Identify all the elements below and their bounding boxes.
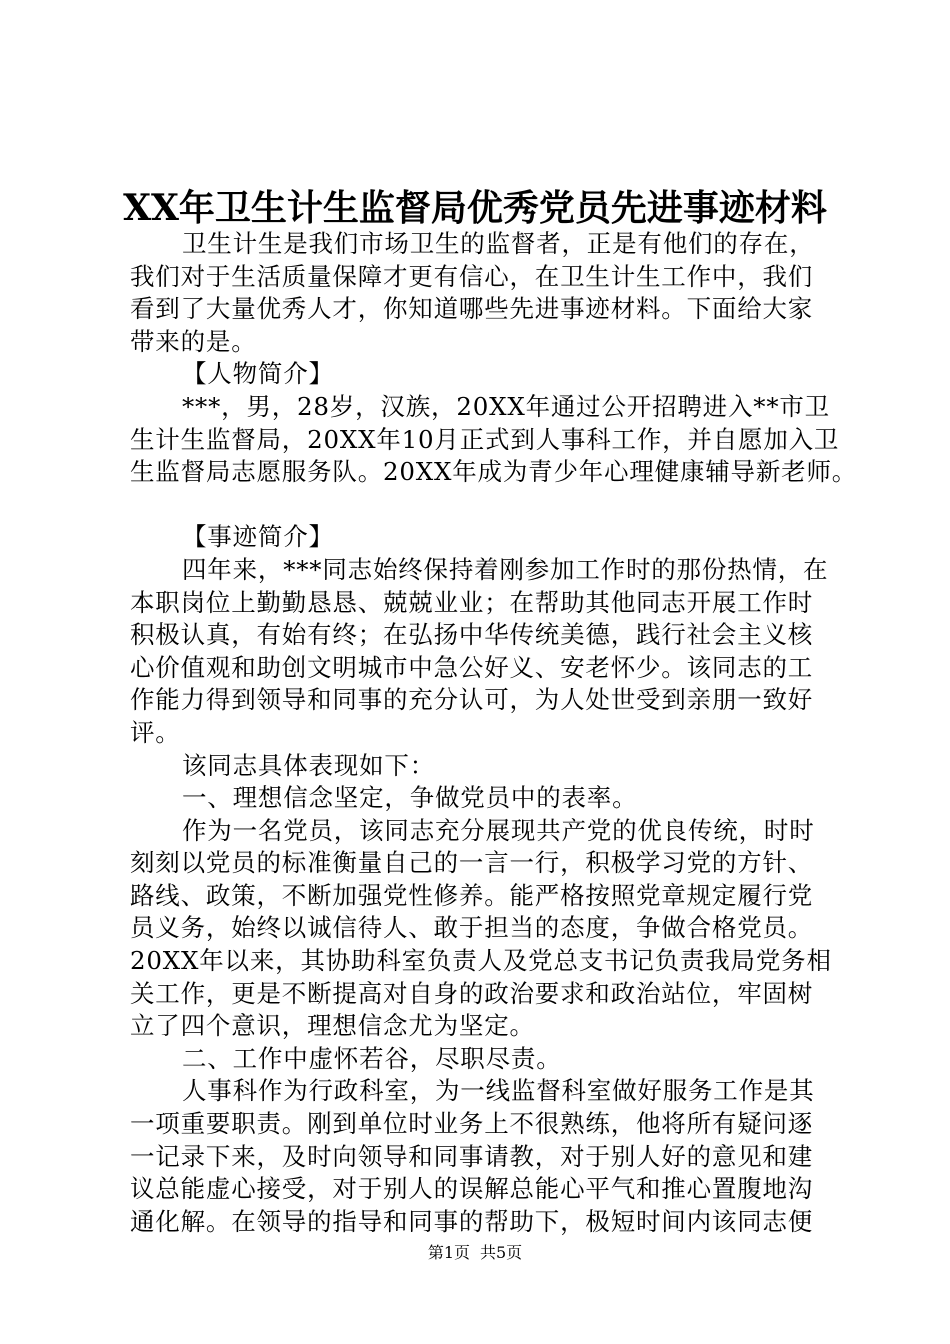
text-line: 四年来，***同志始终保持着刚参加工作时的那份热情，在 (182, 554, 829, 584)
text-line: 【事迹简介】 (182, 522, 334, 552)
text-line: 关工作，更是不断提高对自身的政治要求和政治站位，牢固树 (130, 978, 814, 1008)
text-line: 评。 (130, 717, 181, 747)
text-line: 该同志具体表现如下： (182, 750, 435, 780)
text-line: 带来的是。 (130, 326, 257, 356)
text-line: 议总能虚心接受，对于别人的误解总能心平气和推心置腹地沟 (130, 1174, 814, 1204)
page-number: 第1页 (427, 1243, 470, 1262)
text-line: 作为一名党员，该同志充分展现共产党的优良传统，时时 (182, 815, 815, 845)
text-line: 我们对于生活质量保障才更有信心，在卫生计生工作中，我们 (130, 261, 814, 291)
text-line: 路线、政策，不断加强党性修养。能严格按照党章规定履行党 (130, 880, 814, 910)
text-line: 一、理想信念坚定，争做党员中的表率。 (182, 783, 638, 813)
text-line: 员义务，始终以诚信待人、敢于担当的态度，争做合格党员。 (130, 913, 814, 943)
text-line: 心价值观和助创文明城市中急公好义、安老怀少。该同志的工 (130, 652, 814, 682)
text-line: 作能力得到领导和同事的充分认可，为人处世受到亲朋一致好 (130, 685, 814, 715)
text-line: 一项重要职责。刚到单位时业务上不很熟练，他将所有疑问逐 (130, 1109, 814, 1139)
text-line: 看到了大量优秀人才，你知道哪些先进事迹材料。下面给大家 (130, 294, 814, 324)
text-line: ***，男，28岁，汉族，20XX年通过公开招聘进入**市卫 (182, 391, 830, 421)
text-line: 立了四个意识，理想信念尤为坚定。 (130, 1011, 535, 1041)
text-line: 一记录下来，及时向领导和同事请教，对于别人好的意见和建 (130, 1141, 814, 1171)
document-title: XX年卫生计生监督局优秀党员先进事迹材料 (123, 187, 827, 229)
text-line: 20XX年以来，其协助科室负责人及党总支书记负责我局党务相 (130, 946, 832, 976)
blank-line (130, 489, 850, 522)
text-line: 卫生计生是我们市场卫生的监督者，正是有他们的存在， (182, 229, 815, 258)
text-line: 刻刻以党员的标准衡量自己的一言一行，积极学习党的方针、 (130, 848, 814, 878)
document-body (130, 228, 858, 1238)
page-total: 共5页 (480, 1243, 523, 1262)
text-line: 人事科作为行政科室，为一线监督科室做好服务工作是其 (182, 1076, 815, 1106)
text-line: 【人物简介】 (182, 359, 334, 389)
text-line: 生监督局志愿服务队。20XX年成为青少年心理健康辅导新老师。 (130, 457, 858, 487)
text-line: 本职岗位上勤勤恳恳、兢兢业业；在帮助其他同志开展工作时 (130, 587, 814, 617)
text-line: 生计生监督局，20XX年10月正式到人事科工作，并自愿加入卫 (130, 424, 840, 454)
text-line: 二、工作中虚怀若谷，尽职尽责。 (182, 1043, 562, 1073)
page-footer (0, 1242, 950, 1264)
text-line: 通化解。在领导的指导和同事的帮助下，极短时间内该同志便 (130, 1206, 814, 1236)
text-line: 积极认真，有始有终；在弘扬中华传统美德，践行社会主义核 (130, 620, 814, 650)
